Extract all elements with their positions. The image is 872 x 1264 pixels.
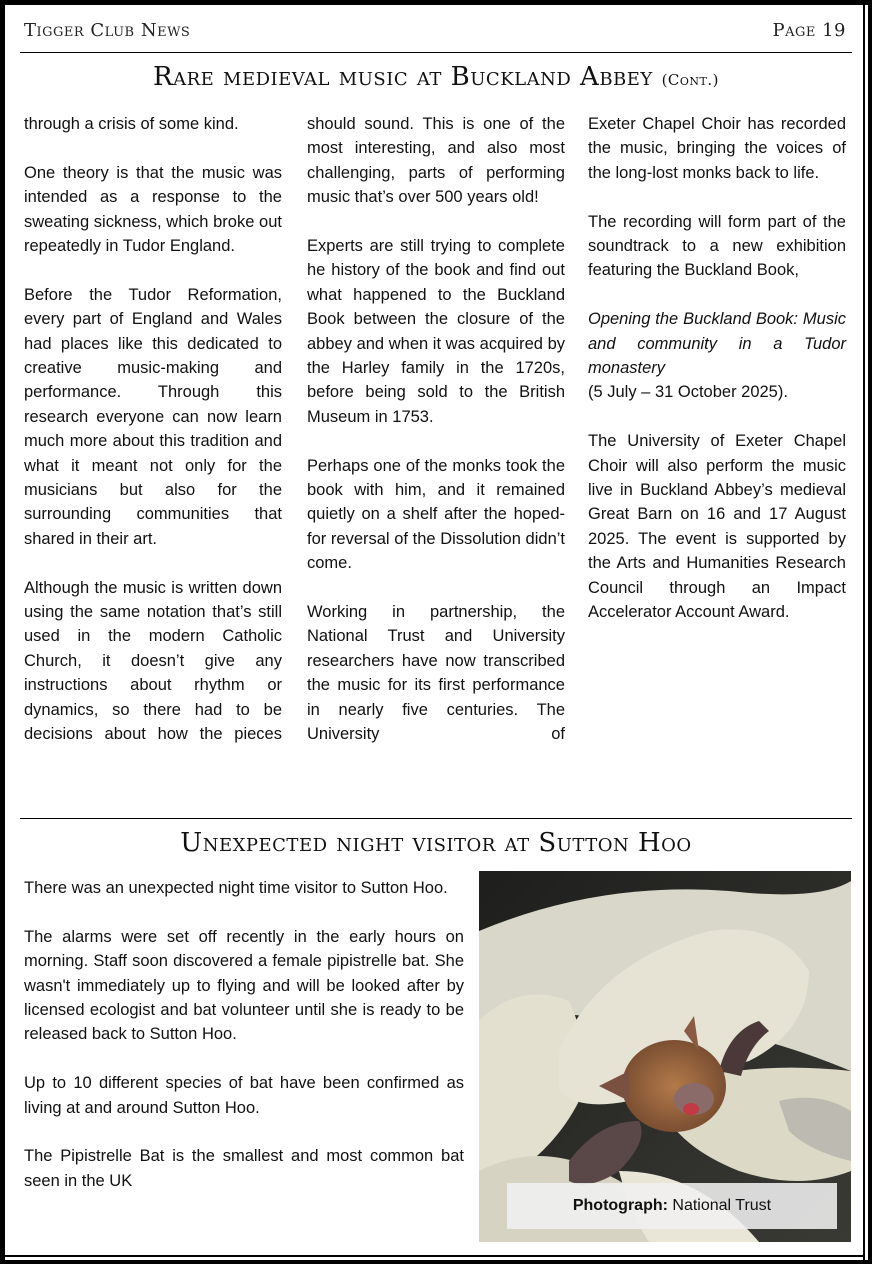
paragraph: Up to 10 different species of bat have been confirmed as living at and around Sutton Hoo. bbox=[24, 1074, 464, 1117]
exhibition-dates: (5 July – 31 October 2025). bbox=[588, 383, 788, 402]
page-border-bottom-outer bbox=[0, 1260, 872, 1264]
article-heading-buckland bbox=[20, 62, 852, 92]
exhibition-title: Opening the Buckland Book: Music and community in a Tudor monastery bbox=[588, 310, 846, 378]
article-column-3 bbox=[588, 112, 846, 649]
page-border-bottom-inner bbox=[5, 1255, 865, 1257]
paragraph: The alarms were set off recently in the early hours on morning. Staff soon discovered a female pipistrelle bat. She wasn't immediately up to flying and will be looked after by licensed ecologist and bat volunteer until she is ready to be released back to Sutton Hoo. bbox=[24, 927, 464, 1044]
paragraph: should sound. This is one of the most interesting, and also most challenging, parts of performing music that’s over 500 years old! bbox=[307, 115, 565, 207]
caption-credit: National Trust bbox=[672, 1197, 772, 1214]
article-column-1 bbox=[24, 112, 282, 747]
page-border-right-outer bbox=[868, 0, 872, 1264]
section-rule bbox=[20, 818, 852, 819]
bat-photo bbox=[479, 871, 851, 1242]
paragraph: through a crisis of some kind. bbox=[24, 115, 239, 133]
paragraph: One theory is that the music was intended as a response to the sweating sickness, which broke out repeatedly in Tudor England. bbox=[24, 163, 282, 256]
paragraph: The University of Exeter Chapel Choir will also perform the music live in Buckland Abbey’s medieval Great Barn on 16 and 17 August 2025. The event is supported by the Arts and Humanities Research Council through an Impact Accelerator Account Award. bbox=[588, 432, 846, 622]
header-rule bbox=[20, 52, 852, 53]
paragraph: Perhaps one of the monks took the book with him, and it remained quietly on a shelf after the hoped-for reversal of the Dissolution didn’t come. bbox=[307, 456, 565, 573]
paragraph: Before the Tudor Reformation, every part of England and Wales had places like this dedicated to creative music-making and performance. Through this research everyone can now learn much more about this tradition and what it meant not only for the musicians but also for the surrounding communities that shared in their art. bbox=[24, 285, 282, 548]
article-heading-sutton-hoo: Unexpected night visitor at Sutton Hoo bbox=[180, 828, 692, 858]
page-border-right-inner bbox=[863, 5, 865, 1260]
paragraph: The recording will form part of the soundtrack to a new exhibition featuring the Buckland Book, bbox=[588, 212, 846, 280]
paragraph: Exeter Chapel Choir has recorded the music, bringing the voices of the long-lost monks back to life. bbox=[588, 115, 846, 182]
photo-caption bbox=[507, 1183, 837, 1229]
paragraph: Experts are still trying to complete he history of the book and find out what happened to the Buckland Book between the closure of the abbey and when it was acquired by the Harley family in the 1720s, before being sold to the British Museum in 1753. bbox=[307, 237, 565, 426]
paragraph: The Pipistrelle Bat is the smallest and most common bat seen in the UK bbox=[24, 1147, 464, 1190]
paragraph: Working in partnership, the National Trust and University researchers have now transcribed the music for its first performance in nearly five centuries. The University of bbox=[307, 603, 565, 744]
paragraph: Although the music is written down using the same notation that’s still used in the modern Catholic Church, it doesn’t give any instructions about rhythm or dynamics, so there had to be decisions about how the pieces bbox=[24, 578, 282, 744]
article-column-2 bbox=[307, 112, 565, 747]
page-border-top bbox=[0, 0, 872, 5]
paragraph: There was an unexpected night time visitor to Sutton Hoo. bbox=[24, 879, 448, 897]
article-title: Rare medieval music at Buckland Abbey bbox=[153, 62, 653, 92]
article-body-sutton-hoo bbox=[24, 876, 464, 1218]
caption-label: Photograph: bbox=[572, 1197, 668, 1214]
page-number: Page 19 bbox=[772, 20, 846, 41]
page-header bbox=[24, 20, 846, 46]
page-border-left bbox=[0, 0, 5, 1264]
publication-title: Tigger Club News bbox=[24, 20, 191, 41]
continued-label: (Cont.) bbox=[661, 71, 719, 89]
